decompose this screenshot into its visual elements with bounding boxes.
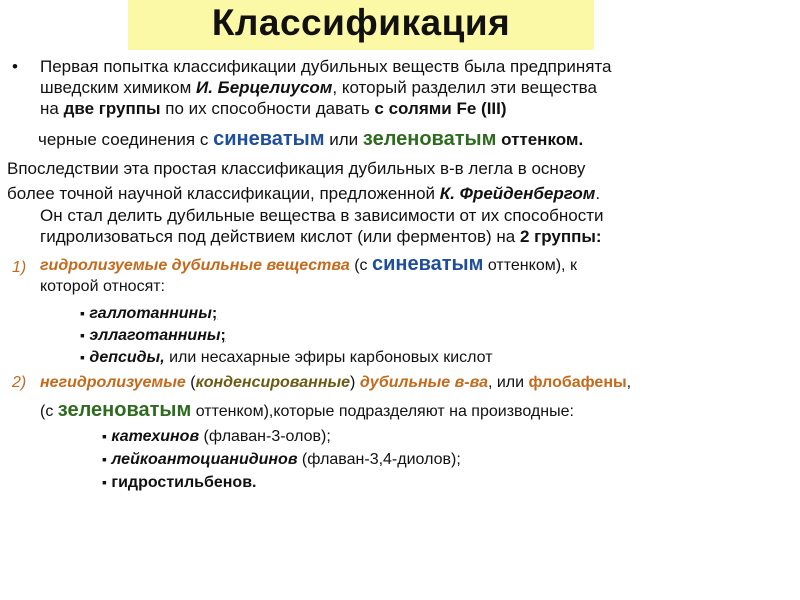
p3-line1: Впоследствии эта простая классификация дубильных в-в легла в основу — [7, 159, 586, 178]
square-bullet-icon: ▪ — [80, 349, 85, 365]
item-tail: ; — [220, 327, 226, 344]
p3-text: гидролизоваться под действием кислот (или ферментов) на — [40, 227, 520, 246]
item-tail: (флаван-3,4-диолов); — [297, 451, 461, 468]
page-title: Классификация — [211, 2, 511, 43]
group2-item — [102, 472, 256, 493]
square-bullet-icon: ▪ — [102, 451, 107, 467]
square-bullet-icon: ▪ — [102, 428, 107, 444]
p1-line1 — [40, 56, 800, 77]
p1-text: на — [40, 99, 64, 118]
p1-line3 — [40, 98, 800, 119]
emph-2-groups: 2 группы: — [519, 227, 602, 246]
p1-text: шведским химиком — [40, 78, 196, 97]
group2-text: , — [626, 374, 632, 391]
author-freudenberg: К. Фрейденбергом — [439, 184, 596, 203]
group1-item — [80, 347, 493, 368]
group2-tannins: дубильные в-ва — [359, 374, 488, 391]
group1-line1 — [40, 254, 800, 276]
group1-number: 1) — [12, 259, 27, 276]
p3-text: . — [595, 184, 601, 203]
group2-text: ( — [185, 374, 196, 391]
group2-item — [102, 426, 331, 447]
item-ellagotannins: эллаготаннины — [89, 327, 221, 344]
item-depsides: депсиды, — [89, 349, 165, 366]
p1-line2 — [40, 77, 800, 98]
group2-name: негидролизуемые — [40, 374, 186, 391]
group2-line1 — [40, 373, 800, 393]
group2-condensed: конденсированные — [195, 374, 351, 391]
p1-text: , который разделил эти вещества — [332, 78, 597, 97]
p2-text: оттенком. — [496, 130, 584, 149]
p3-line2 — [7, 183, 797, 204]
group1-item — [80, 325, 226, 346]
group2-text: оттенком),которые подразделяют на производные: — [191, 403, 574, 420]
item-tail: или несахарные эфиры карбоновых кислот — [164, 349, 493, 366]
square-bullet-icon: ▪ — [102, 474, 107, 490]
p3-line4 — [40, 226, 800, 247]
group2-phlobaphenes: флобафены — [528, 374, 627, 391]
group2-text: ) — [350, 374, 360, 391]
square-bullet-icon: ▪ — [80, 327, 85, 343]
p1-text: по их способности давать — [160, 99, 375, 118]
item-hydrostilbenes: гидростильбенов. — [111, 474, 257, 491]
group1-item — [80, 303, 217, 324]
emph-two-groups: две группы — [63, 99, 161, 118]
item-tail: (флаван-3-олов); — [199, 428, 331, 445]
word-greenish: зеленоватым — [362, 128, 497, 150]
p1-text: Первая попытка классификации дубильных веществ была предпринята — [40, 57, 612, 76]
group1-name: гидролизуемые дубильные вещества — [40, 257, 350, 274]
p2-line — [38, 129, 798, 150]
bullet-dot: • — [12, 57, 18, 76]
item-catechins: катехинов — [111, 428, 200, 445]
emph-fe-salts: с солями Fe (III) — [374, 99, 507, 118]
p2-text: черные соединения с — [38, 130, 214, 149]
word-bluish: синеватым — [213, 128, 325, 150]
square-bullet-icon: ▪ — [80, 305, 85, 321]
word-greenish: зеленоватым — [57, 399, 192, 421]
item-gallotannins: галлотаннины — [89, 305, 212, 322]
group2-number: 2) — [12, 374, 27, 391]
title-banner — [128, 0, 594, 50]
group1-line2: которой относят: — [40, 278, 165, 295]
item-leucoanthocyanidins: лейкоантоцианидинов — [111, 451, 298, 468]
author-berzelius: И. Берцелиусом — [196, 78, 333, 97]
word-bluish: синеватым — [371, 253, 484, 275]
p3-text: более точной научной классификации, предложенной — [7, 184, 440, 203]
group1-text: (с — [349, 257, 372, 274]
group2-item — [102, 449, 461, 470]
group2-text: (с — [40, 403, 58, 420]
p3-line3: Он стал делить дубильные вещества в зависимости от их способности — [40, 206, 604, 225]
group2-text: , или — [487, 374, 529, 391]
p2-text: или — [324, 130, 363, 149]
group2-line2 — [40, 400, 800, 422]
item-tail: ; — [211, 305, 218, 322]
group1-text: оттенком), к — [483, 257, 577, 274]
